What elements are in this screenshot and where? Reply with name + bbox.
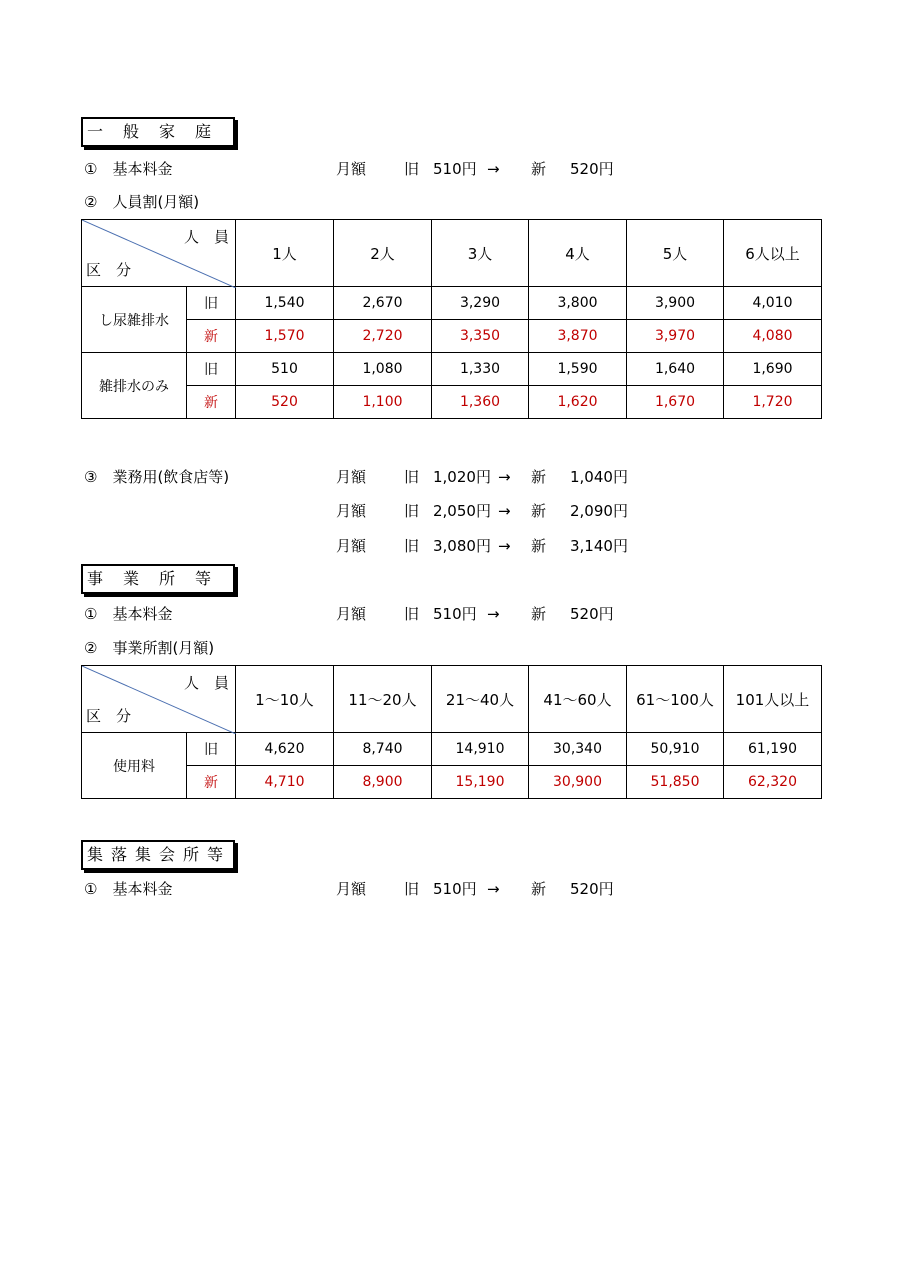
office-basic-fee: ① 基本料金 月額 旧 510円 → 新 520円	[84, 605, 614, 623]
business-use-line-1: ③ 業務用(飲食店等) 月額 旧 1,020円 → 新 1,040円	[84, 468, 628, 486]
new-value: 15,190	[432, 766, 529, 799]
old-label: 旧	[187, 287, 236, 320]
column-header: 101人以上	[724, 666, 822, 733]
old-value: 3,900	[627, 287, 724, 320]
column-header: 4人	[529, 220, 627, 287]
table-row	[82, 353, 822, 386]
arrow-icon: →	[498, 502, 511, 520]
table-row	[82, 386, 822, 419]
column-header: 61～100人	[627, 666, 724, 733]
basic-fee-label: ① 基本料金	[84, 160, 173, 178]
old-value: 14,910	[432, 733, 529, 766]
column-header: 11～20人	[334, 666, 432, 733]
column-header: 1人	[236, 220, 334, 287]
new-value: 3,350	[432, 320, 529, 353]
old-value: 2,670	[334, 287, 432, 320]
column-header: 21～40人	[432, 666, 529, 733]
old-value: 30,340	[529, 733, 627, 766]
old-value: 4,620	[236, 733, 334, 766]
new-label: 新	[187, 386, 236, 419]
column-header: 1～10人	[236, 666, 334, 733]
old-value: 61,190	[724, 733, 822, 766]
column-header: 41～60人	[529, 666, 627, 733]
old-label: 旧	[187, 733, 236, 766]
new-value: 3,870	[529, 320, 627, 353]
table-row	[82, 320, 822, 353]
category-cell: し尿雑排水	[82, 287, 187, 353]
column-header: 5人	[627, 220, 724, 287]
old-value: 510円	[433, 160, 477, 178]
new-value: 1,620	[529, 386, 627, 419]
arrow-icon: →	[487, 880, 500, 898]
new-value: 4,710	[236, 766, 334, 799]
column-header: 3人	[432, 220, 529, 287]
old-value: 3,290	[432, 287, 529, 320]
new-value: 520	[236, 386, 334, 419]
new-label: 新	[187, 320, 236, 353]
category-cell: 使用料	[82, 733, 187, 799]
new-label: 新	[531, 160, 547, 178]
new-value: 30,900	[529, 766, 627, 799]
section-title-office: 事 業 所 等	[81, 564, 235, 594]
new-value: 51,850	[627, 766, 724, 799]
column-header: 2人	[334, 220, 432, 287]
new-value: 3,970	[627, 320, 724, 353]
new-value: 1,570	[236, 320, 334, 353]
arrow-icon: →	[498, 537, 511, 555]
old-value: 1,330	[432, 353, 529, 386]
new-value: 520円	[570, 160, 614, 178]
arrow-icon: →	[487, 160, 500, 178]
old-value: 1,590	[529, 353, 627, 386]
new-label: 新	[187, 766, 236, 799]
arrow-icon: →	[498, 468, 511, 486]
per-office-table	[81, 665, 822, 799]
arrow-icon: →	[487, 605, 500, 623]
header-corner-cell: 人 員 区 分	[82, 220, 236, 287]
new-value: 1,670	[627, 386, 724, 419]
business-use-line-3: 月額 旧 3,080円 → 新 3,140円	[336, 537, 628, 555]
table-row	[82, 733, 822, 766]
new-value: 8,900	[334, 766, 432, 799]
category-cell: 雑排水のみ	[82, 353, 187, 419]
new-value: 4,080	[724, 320, 822, 353]
old-value: 1,540	[236, 287, 334, 320]
old-value: 3,800	[529, 287, 627, 320]
section-title-household: 一 般 家 庭	[81, 117, 235, 147]
business-use-line-2: 月額 旧 2,050円 → 新 2,090円	[336, 502, 628, 520]
new-value: 1,100	[334, 386, 432, 419]
basic-fee-label: ① 基本料金	[84, 880, 173, 898]
new-value: 2,720	[334, 320, 432, 353]
old-label: 旧	[187, 353, 236, 386]
new-value: 62,320	[724, 766, 822, 799]
old-value: 1,690	[724, 353, 822, 386]
old-value: 4,010	[724, 287, 822, 320]
old-value: 1,080	[334, 353, 432, 386]
new-value: 1,720	[724, 386, 822, 419]
section-title-village-hall: 集 落 集 会 所 等	[81, 840, 235, 870]
old-value: 50,910	[627, 733, 724, 766]
old-value: 510	[236, 353, 334, 386]
village-hall-basic-fee: ① 基本料金 月額 旧 510円 → 新 520円	[84, 880, 614, 898]
monthly-label: 月額	[336, 160, 367, 178]
household-basic-fee	[84, 158, 704, 180]
table-row	[82, 766, 822, 799]
basic-fee-label: ① 基本料金	[84, 605, 173, 623]
per-person-table	[81, 219, 822, 419]
old-value: 1,640	[627, 353, 724, 386]
header-corner-cell: 人 員 区 分	[82, 666, 236, 733]
old-value: 8,740	[334, 733, 432, 766]
column-header: 6人以上	[724, 220, 822, 287]
new-value: 1,360	[432, 386, 529, 419]
business-use-label: ③ 業務用(飲食店等)	[84, 468, 230, 486]
table-row	[82, 287, 822, 320]
old-label: 旧	[404, 160, 420, 178]
